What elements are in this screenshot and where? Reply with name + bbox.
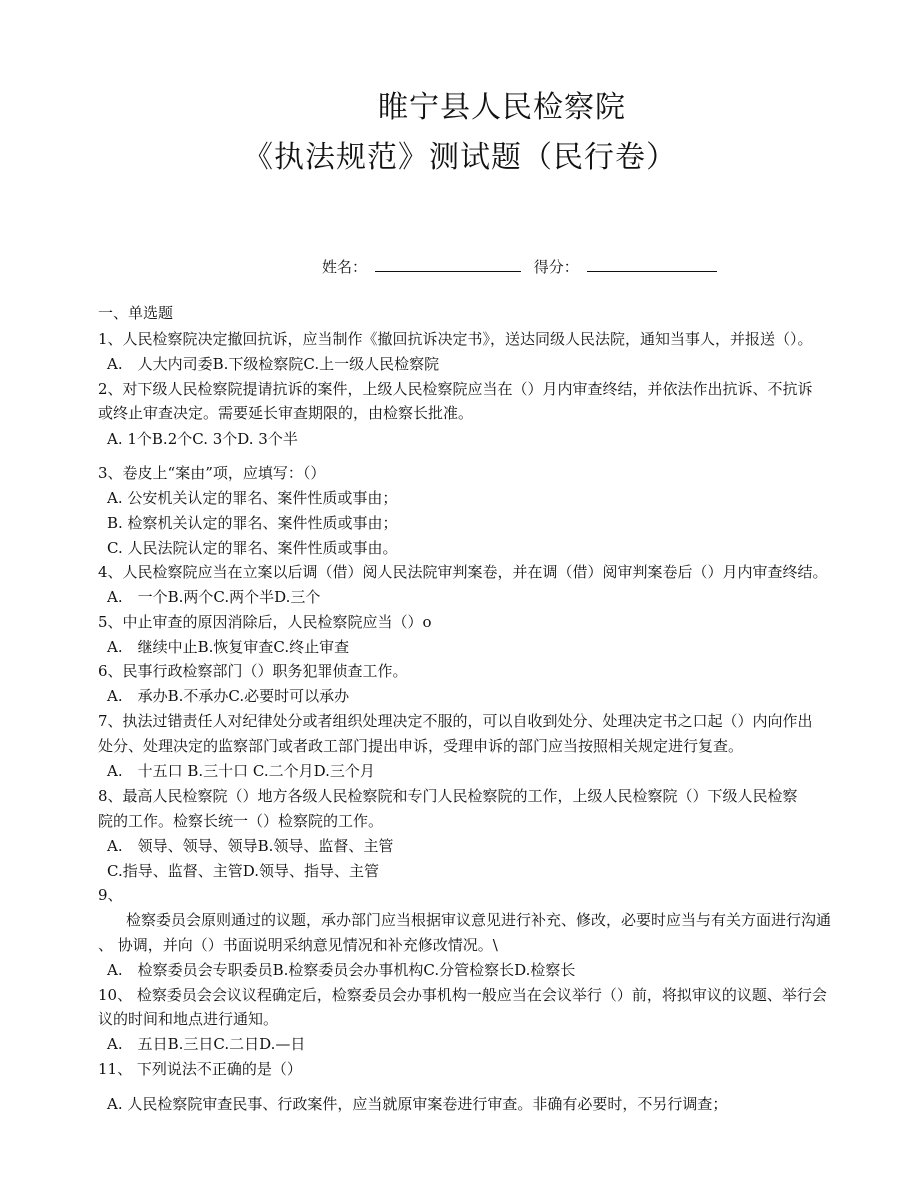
document-title-line2: 《执法规范》测试题（民行卷） — [243, 140, 677, 175]
question-9: 检察委员会原则通过的议题，承办部门应当根据审议意见进行补充、修改，必要时应当与有关方面进行沟通 — [126, 911, 832, 929]
options-8-ab: A. 领导、领导、领导B.领导、监督、主管 — [107, 837, 394, 855]
score-label: 得分： — [533, 258, 579, 276]
question-11: 11、 下列说法不正确的是（） — [98, 1060, 302, 1078]
question-9-number: 9、 — [98, 886, 123, 904]
option-3b: B. 检察机关认定的罪名、案件性质或事由； — [107, 514, 398, 532]
option-3a: A. 公安机关认定的罪名、案件性质或事由； — [107, 489, 398, 507]
document-title-line1: 睢宁县人民检察院 — [378, 90, 626, 125]
option-3c: C. 人民法院认定的罪名、案件性质或事由。 — [107, 539, 398, 557]
options-9: A. 检察委员会专职委员B.检察委员会办事机构C.分管检察长D.检察长 — [107, 961, 576, 979]
question-9-cont: 、 协调，并向（）书面说明采纳意见情况和补充修改情况。\ — [98, 936, 498, 954]
question-8-cont: 院的工作。检察长统一（）检察院的工作。 — [98, 812, 384, 830]
option-11a: A. 人民检察院审查民事、行政案件，应当就原审案卷进行审查。非确有必要时，不另行调查； — [107, 1095, 728, 1113]
options-7: A. 十五口 B.三十口 C.二个月D.三个月 — [107, 762, 375, 780]
question-4: 4、人民检察院应当在立案以后调（借）阅人民法院审判案卷，并在调（借）阅审判案卷后（）月内审查终结。 — [98, 563, 828, 581]
options-4: A. 一个B.两个C.两个半D.三个 — [107, 588, 321, 606]
name-blank — [375, 257, 521, 272]
score-blank — [587, 257, 717, 272]
options-6: A. 承办B.不承办C.必要时可以承办 — [107, 687, 350, 705]
question-2: 2、对下级人民检察院提请抗诉的案件，上级人民检察院应当在（）月内审查终结，并依法作出抗诉、不抗诉 — [98, 380, 813, 398]
question-7-cont: 处分、处理决定的监察部门或者政工部门提出申诉，受理申诉的部门应当按照相关规定进行复查。 — [98, 737, 744, 755]
section-heading: 一、单选题 — [98, 304, 174, 322]
name-label: 姓名： — [322, 258, 368, 276]
question-3: 3、卷皮上“案由”项，应填写：（） — [98, 464, 326, 482]
question-7: 7、执法过错责任人对纪律处分或者组织处理决定不服的，可以自收到处分、处理决定书之口起（）内向作出 — [98, 712, 813, 730]
question-1: 1、人民检察院决定撤回抗诉，应当制作《撤回抗诉决定书》，送达同级人民法院，通知当事人，并报送（）。 — [98, 330, 813, 348]
question-10-cont: 议的时间和地点进行通知。 — [98, 1010, 279, 1028]
question-6: 6、民事行政检察部门（）职务犯罪侦查工作。 — [98, 662, 408, 680]
options-1: A. 人大内司委B.下级检察院C.上一级人民检察院 — [107, 355, 440, 373]
question-5: 5、中止审查的原因消除后，人民检察院应当（）o — [98, 613, 432, 631]
question-8: 8、最高人民检察院（）地方各级人民检察院和专门人民检察院的工作，上级人民检察院（）下级人民检察 — [98, 787, 798, 805]
name-score-row — [322, 257, 725, 277]
options-2: A. 1个B.2个C. 3个D. 3个半 — [107, 430, 298, 448]
options-5: A. 继续中止B.恢复审查C.终止审查 — [107, 638, 350, 656]
question-2-cont: 或终止审查决定。需要延长审查期限的，由检察长批准。 — [98, 404, 474, 422]
options-8-cd: C.指导、监督、主管D.领导、指导、主管 — [107, 862, 379, 880]
question-10: 10、 检察委员会会议议程确定后，检察委员会办事机构一般应当在会议举行（）前，将拟审议的议题、举行会 — [98, 986, 827, 1004]
options-10: A. 五日B.三日C.二日D.—日 — [107, 1035, 306, 1053]
